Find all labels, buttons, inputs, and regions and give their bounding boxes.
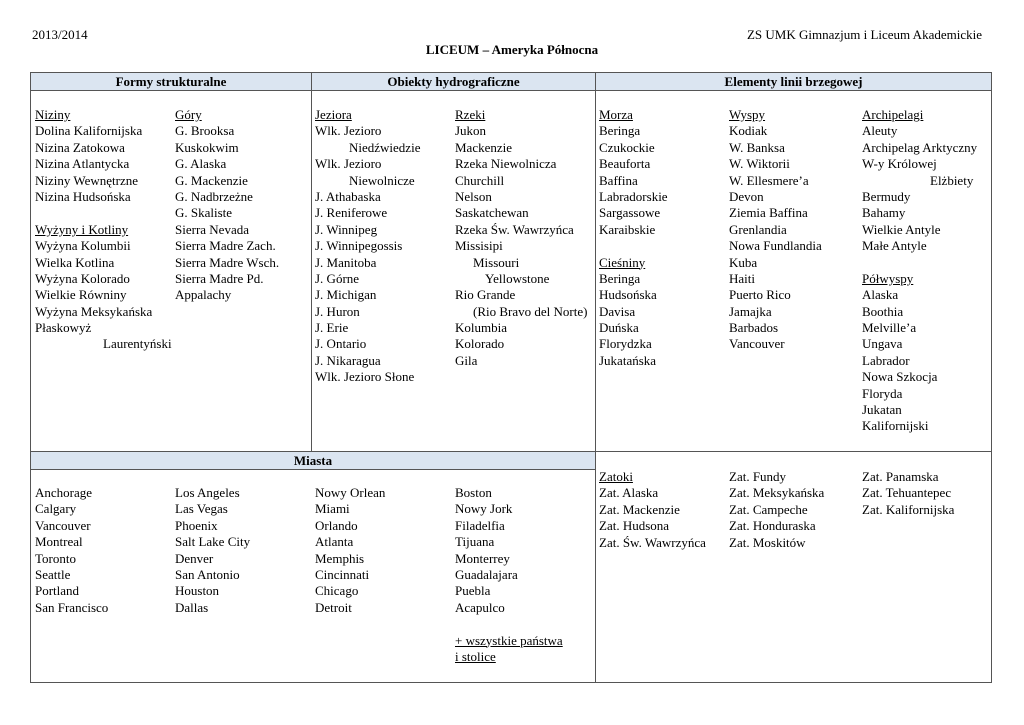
list-item: Boston [455,485,492,500]
list-item: Portland [35,583,80,599]
list-item: Davisa [599,303,636,319]
list-item: Dallas [175,599,209,615]
list-item: Melville’a [862,320,917,336]
list-item [455,616,563,632]
list-item: Barbados [729,320,779,336]
category-heading: Archipelagi [862,107,924,122]
list-item: Czukockie [599,139,655,155]
list-item: Memphis [315,550,365,566]
gulfs-list [862,469,954,518]
list-item: Nowa Szkocja [862,369,938,385]
list-item: Anchorage [35,485,93,500]
list-item: Missisipi [455,238,503,254]
list-item: G. Skaliste [175,205,233,221]
list-item: Zat. Campeche [729,501,808,517]
list-item: Zat. Alaska [599,485,659,501]
list-item: Nizina Hudsońska [35,188,131,204]
list-item: Elżbiety [930,172,974,188]
archipelagos-peninsulas-list [862,107,977,435]
document-title: LICEUM – Ameryka Północna [425,42,599,57]
list-item: J. Nikaragua [315,352,381,368]
list-item: Vancouver [729,336,785,352]
list-item: Guadalajara [455,566,518,582]
list-item: Zat. Hudsona [599,518,670,534]
list-item: Kolorado [455,336,505,352]
cities-list [455,485,563,665]
list-item: Vancouver [35,517,91,533]
list-item: Haiti [729,270,755,286]
list-item: Jukatańska [599,352,657,368]
category-heading: Góry [175,107,202,122]
list-item: W. Ellesmere’a [729,172,809,188]
list-item: Zat. Meksykańska [729,485,825,501]
islands-list [729,107,822,353]
list-item: Duńska [599,320,639,336]
list-item: J. Ontario [315,336,367,352]
list-item: Acapulco [455,599,505,615]
category-heading: Zatoki [599,469,633,484]
list-item: Mackenzie [455,139,513,155]
list-item: Wyżyna Meksykańska [35,303,153,319]
list-item: Puerto Rico [729,287,791,303]
list-item: Nizina Zatokowa [35,139,125,155]
list-item: J. Athabaska [315,188,381,204]
list-item: Alaska [862,287,899,303]
lakes-list [315,107,420,386]
list-item: W-y Królowej [862,156,937,172]
list-item: Zat. Mackenzie [599,501,680,517]
list-item: Bahamy [862,205,906,221]
list-item: Florydzka [599,336,652,352]
list-item: Labrador [862,352,910,368]
header-forms: Formy strukturalne [31,73,311,90]
list-item: J. Huron [315,303,360,319]
list-item: Denver [175,550,214,566]
list-item: Phoenix [175,517,218,533]
category-heading: Niziny [35,107,71,122]
list-item: Tijuana [455,534,495,550]
list-item: W. Banksa [729,139,785,155]
list-item: Wyżyna Kolorado [35,270,130,286]
list-item: J. Erie [315,320,349,336]
list-item: Los Angeles [175,485,240,500]
list-item: Saskatchewan [455,205,529,221]
list-item: (Rio Bravo del Norte) [473,303,588,319]
list-item: Kodiak [729,123,768,139]
list-item: Wlk. Jezioro [315,156,382,172]
school-year: 2013/2014 [32,27,88,42]
list-item: J. Górne [315,270,360,286]
list-item: Gila [455,352,478,368]
list-item: Bermudy [862,188,911,204]
list-item: Devon [729,188,764,204]
cities-list [175,485,250,616]
list-item: Zat. Honduraska [729,518,816,534]
category-heading: Cieśniny [599,254,646,270]
list-item: Yellowstone [485,270,550,286]
list-item: Niewolnicze [349,172,415,188]
category-heading: Rzeki [455,107,486,122]
cities-list [35,485,108,616]
list-item: G. Brooksa [175,123,235,139]
category-heading: + wszystkie państwa [455,632,563,648]
list-item: Monterrey [455,550,510,566]
list-item: Nelson [455,188,492,204]
list-item: Las Vegas [175,501,228,517]
list-item: Wlk. Jezioro [315,123,382,139]
list-item: Nowy Orlean [315,485,386,500]
list-item: Cincinnati [315,566,370,582]
list-item: Rio Grande [455,287,516,303]
header-hydro: Obiekty hydrograficzne [312,73,595,90]
cities-list [315,485,385,616]
list-item: Beringa [599,270,641,286]
list-item: Nowy Jork [455,501,513,517]
mountains-list [175,107,279,304]
list-item: Beauforta [599,156,651,172]
list-item: Missouri [473,254,520,270]
list-item: J. Manitoba [315,254,377,270]
list-item: Sierra Madre Wsch. [175,254,280,270]
list-item: Kalifornijski [862,418,929,434]
list-item: Appalachy [175,287,232,303]
list-item: Jamajka [729,303,772,319]
list-item: Zat. Kalifornijska [862,501,955,517]
list-item: Sierra Madre Pd. [175,270,264,286]
list-item: Wyżyna Kolumbii [35,238,131,254]
list-item: Baffina [599,172,638,188]
list-item: Houston [175,583,220,599]
list-item: Labradorskie [599,188,668,204]
list-item: Puebla [455,583,491,599]
list-item: Detroit [315,599,352,615]
list-item: Ungava [862,336,903,352]
list-item: Archipelag Arktyczny [862,139,978,155]
list-item: Wielkie Antyle [862,221,941,237]
category-heading: Jeziora [315,107,352,122]
list-item: Karaibskie [599,221,656,237]
category-heading: i stolice [455,648,496,664]
header-divider [31,90,991,91]
list-item: Floryda [862,385,903,401]
list-item: J. Michigan [315,287,377,303]
cities-header-divider [31,469,595,470]
list-item: Atlanta [315,534,354,550]
list-item: Nowa Fundlandia [729,238,822,254]
lowlands-uplands-list [35,107,172,353]
list-item: G. Nadbrzeżne [175,188,253,204]
seas-straits-list [599,107,668,369]
list-item: Miami [315,501,350,517]
list-item: G. Alaska [175,156,227,172]
list-item: Grenlandia [729,221,787,237]
list-item: Ziemia Baffina [729,205,808,221]
school-name: ZS UMK Gimnazjum i Liceum Akademickie [746,27,982,42]
list-item: Wielka Kotlina [35,254,115,270]
list-item: Filadelfia [455,517,505,533]
column-divider [595,73,596,682]
list-item: Rzeka Niewolnicza [455,156,557,172]
list-item: Niziny Wewnętrzne [35,172,139,188]
list-item: Kuba [729,254,758,270]
list-item: San Francisco [35,599,109,615]
list-item: Nizina Atlantycka [35,156,130,172]
list-item [599,238,668,254]
list-item: Boothia [862,303,904,319]
list-item: W. Wiktorii [729,156,790,172]
list-item: J. Winnipegossis [315,238,403,254]
list-item: Zat. Panamska [862,469,939,484]
list-item: Zat. Tehuantepec [862,485,952,501]
list-item [862,255,977,271]
list-item: San Antonio [175,566,240,582]
list-item: Toronto [35,550,76,566]
category-heading: Morza [599,107,633,122]
list-item: Beringa [599,123,641,139]
list-item: Płaskowyż [35,320,92,336]
list-item: Seattle [35,566,71,582]
list-item: Chicago [315,583,359,599]
list-item: Zat. Św. Wawrzyńca [599,534,706,550]
category-heading: Wyżyny i Kotliny [35,221,129,237]
list-item: Rzeka Św. Wawrzyńca [455,221,574,237]
list-item [35,205,172,221]
list-item: J. Winnipeg [315,221,378,237]
list-item: G. Mackenzie [175,172,248,188]
header-coast: Elementy linii brzegowej [596,73,991,90]
list-item: Małe Antyle [862,238,927,254]
row-divider [31,451,991,452]
geography-table [30,72,992,683]
list-item: Calgary [35,501,77,517]
list-item: Kuskokwim [175,139,239,155]
column-divider [311,73,312,451]
list-item: Wlk. Jezioro Słone [315,369,415,385]
list-item: Salt Lake City [175,534,251,550]
list-item: Jukatan [862,402,902,418]
list-item: Hudsońska [599,287,657,303]
category-heading: Półwyspy [862,270,914,286]
list-item: J. Reniferowe [315,205,388,221]
list-item: Laurentyński [103,336,172,352]
list-item: Churchill [455,172,505,188]
list-item: Zat. Fundy [729,469,787,484]
list-item: Wielkie Równiny [35,287,127,303]
list-item: Kolumbia [455,320,507,336]
list-item: Zat. Moskitów [729,534,806,550]
gulfs-list [599,469,706,551]
list-item: Dolina Kalifornijska [35,123,143,139]
category-heading: Wyspy [729,107,766,122]
list-item: Aleuty [862,123,898,139]
gulfs-list [729,469,824,551]
rivers-list [455,107,587,369]
list-item: Niedźwiedzie [349,139,421,155]
list-item: Montreal [35,534,83,550]
list-item: Sargassowe [599,205,661,221]
list-item: Sierra Madre Zach. [175,238,276,254]
list-item: Sierra Nevada [175,221,249,237]
header-cities: Miasta [31,452,595,469]
list-item: Orlando [315,517,358,533]
list-item: Jukon [455,123,487,139]
